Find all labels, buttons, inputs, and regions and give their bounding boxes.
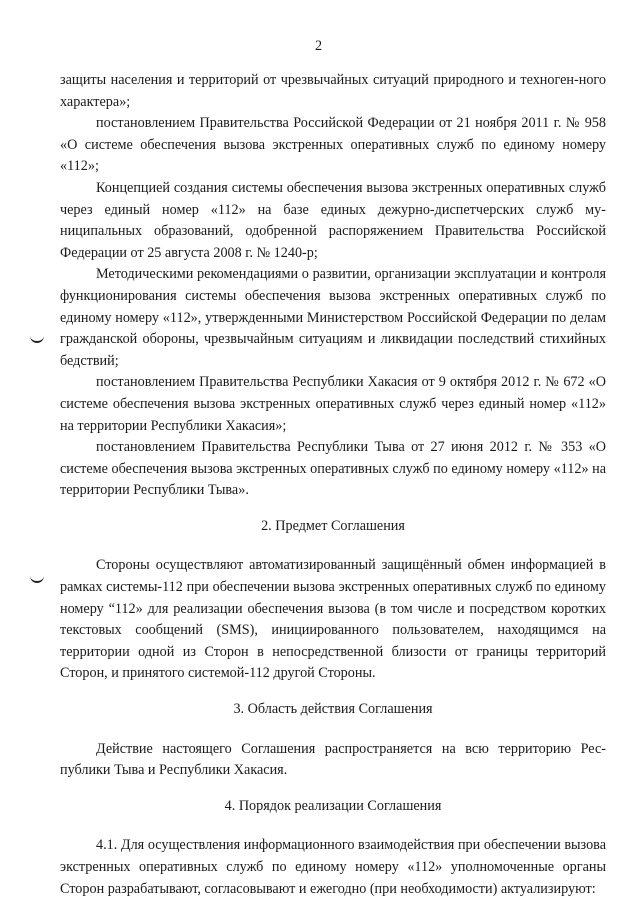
section-heading: 2. Предмет Соглашения bbox=[261, 517, 405, 534]
page-number: 2 bbox=[314, 38, 323, 54]
section-paragraph: 4.1. Для осуществления информационного взаимодействия при обеспечении вызова экстренных оперативных служб по единому номеру «112» уполномоченные органы Сторон разрабатывают, согласовывают и ежегодно (при необходимости) актуализируют: bbox=[60, 837, 606, 897]
section-heading: 3. Область действия Соглашения bbox=[233, 701, 433, 718]
paragraph-continuation: защиты населения и территорий от чрезвычайных ситуаций природного и техноген-ного характера»; bbox=[60, 72, 606, 110]
paragraph-decree: постановлением Правительства Российской Федерации от 21 ноября 2011 г. № 958 «О системе обеспечения вызова экстренных оперативных служб по единому номеру «112»; bbox=[60, 115, 606, 175]
document-body bbox=[60, 70, 606, 900]
paragraph-decree: постановлением Правительства Республики Тыва от 27 июня 2012 г. № 353 «О системе обеспечения вызова экстренных оперативных служб по единому номеру «112» на территории Республики Тыва». bbox=[60, 439, 606, 499]
margin-mark bbox=[30, 573, 44, 583]
paragraph-decree: постановлением Правительства Республики Хакасия от 9 октября 2012 г. № 672 «О системе обеспечения вызова экстренных оперативных служб через единый номер «112» на территории Республики Хакасия»; bbox=[60, 374, 606, 434]
section-paragraph: Стороны осуществляют автоматизированный защищённый обмен информацией в рамках системы-112 при обеспечении вызова экстренных оперативных служб по единому номеру “112» для реализации обеспечения вызова (в том числе и посредством коротких текстовых сообщений (SMS), инициированного пользователем, находящимся на территории одной из Сторон в непосредственной близости от границы территорий Сторон, и принятого системой-112 другой Стороны. bbox=[60, 557, 606, 682]
section-heading: 4. Порядок реализации Соглашения bbox=[224, 797, 442, 814]
margin-mark bbox=[30, 333, 44, 343]
paragraph-decree: Концепцией создания системы обеспечения вызова экстренных оперативных служб через единый номер «112» на базе единых дежурно-диспетчерских служб муниципальных образований, одобренной распоряжением Правительства Российской Федерации от 25 августа 2008 г. № 1240-р; bbox=[60, 179, 606, 261]
paragraph-decree: Методическими рекомендациями о развитии, организации эксплуатации и контроля функционирования системы обеспечения вызова экстренных оперативных служб по единому номеру «112», утвержденными Министерством Российской Федерации по делам гражданской обороны, чрезвычайным ситуациям и ликвидации последствий стихийных бедствий; bbox=[60, 266, 606, 369]
section-paragraph: Действие настоящего Соглашения распространяется на всю территорию Республики Тыва и Республики Хакасия. bbox=[60, 740, 606, 779]
